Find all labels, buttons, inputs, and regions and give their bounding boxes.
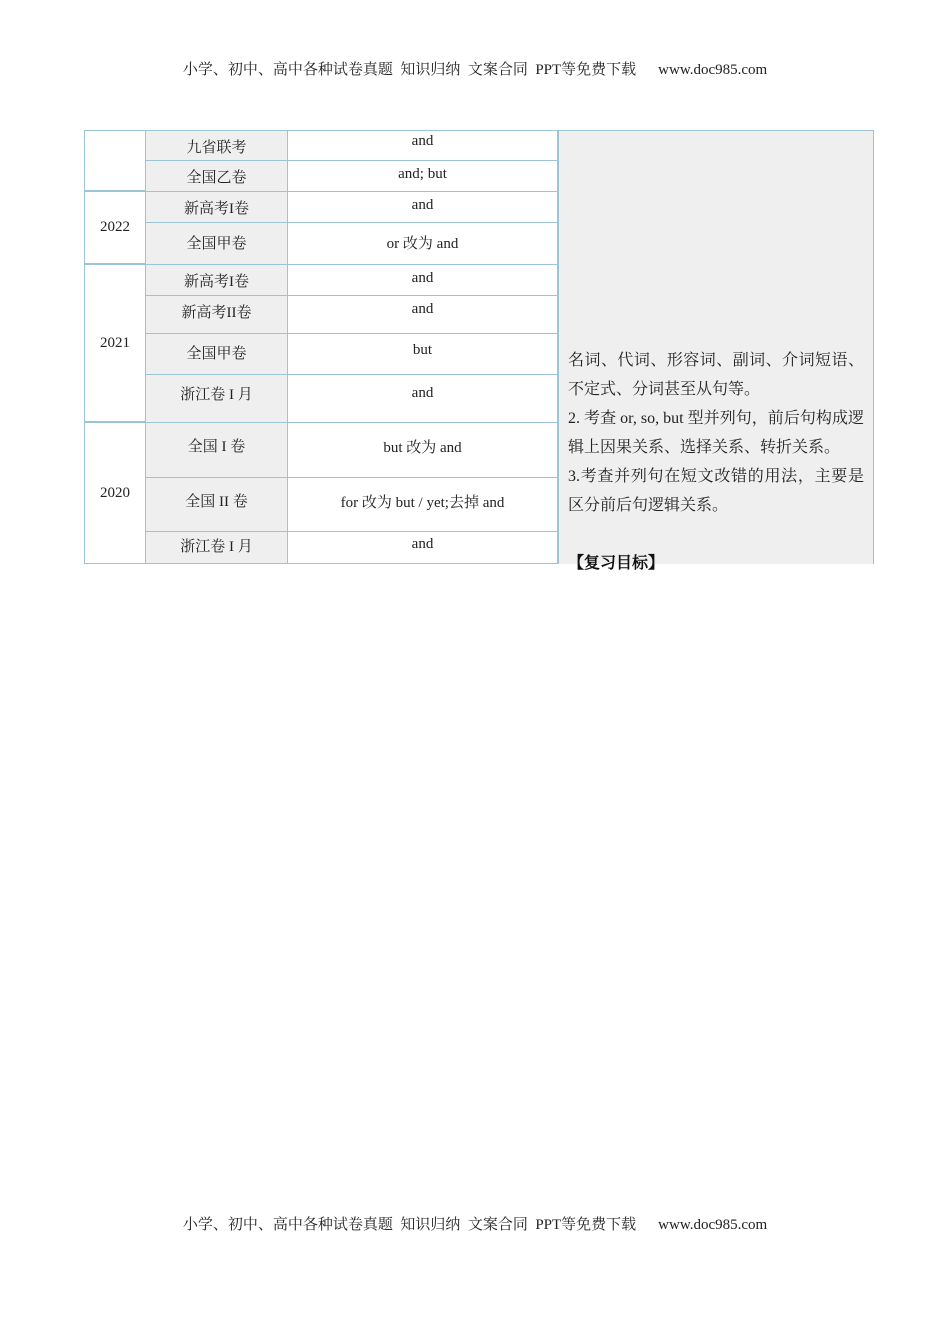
answer-cell: or 改为 and [287,222,558,265]
answer-cell: but [287,333,558,375]
exam-cell: 浙江卷 I 月 [145,374,288,423]
answer-cell: and [287,191,558,223]
year-cell: 2021 [84,264,146,422]
answer-cell: for 改为 but / yet;去掉 and [287,477,558,532]
answer-cell: and [287,130,558,161]
answer-cell: and [287,264,558,296]
answer-cell: and [287,295,558,334]
footer-text: 小学、初中、高中各种试卷真题 知识归纳 文案合同 PPT等免费下载 [182,1217,637,1233]
exam-table [84,130,874,572]
note-line: 3.考查并列句在短文改错的用法，主要是区分前后句逻辑关系。 [568,468,864,514]
notes-text [568,346,864,520]
answer-cell: but 改为 and [287,422,558,478]
footer-url[interactable]: www.doc985.com [658,1217,768,1233]
exam-cell: 全国甲卷 [145,333,288,375]
year-cell: 2022 [84,191,146,264]
exam-cell: 全国 I 卷 [145,422,288,478]
exam-cell: 全国甲卷 [145,222,288,265]
exam-cell: 新高考I卷 [145,264,288,296]
exam-cell: 新高考II卷 [145,295,288,334]
header-text: 小学、初中、高中各种试卷真题 知识归纳 文案合同 PPT等免费下载 [182,62,637,78]
exam-cell: 九省联考 [145,130,288,161]
page-header [0,58,950,79]
answer-cell: and; but [287,160,558,192]
exam-cell: 全国乙卷 [145,160,288,192]
review-heading: 【复习目标】 [568,553,665,572]
year-cell [84,130,146,191]
note-line: 2. 考查 or, so, but 型并列句，前后句构成逻辑上因果关系、选择关系、转折关系。 [568,410,864,456]
note-line: 名词、代词、形容词、副词、介词短语、不定式、分词甚至从句等。 [568,352,864,398]
page-footer [0,1213,950,1234]
year-cell: 2020 [84,422,146,564]
exam-cell: 全国 II 卷 [145,477,288,532]
answer-cell: and [287,531,558,564]
header-url[interactable]: www.doc985.com [658,62,768,78]
exam-cell: 新高考I卷 [145,191,288,223]
answer-cell: and [287,374,558,423]
exam-cell: 浙江卷 I 月 [145,531,288,564]
